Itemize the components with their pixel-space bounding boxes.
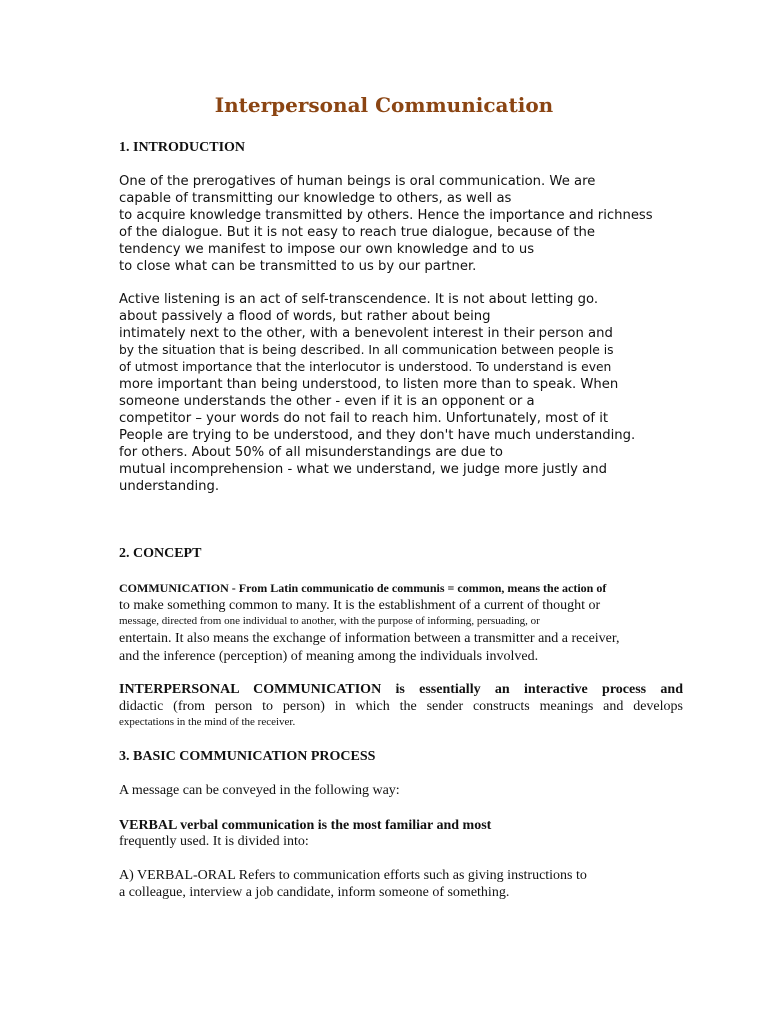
text-line: understanding. (119, 479, 220, 494)
text-line: A) VERBAL-ORAL Refers to communication efforts such as giving instructions to (119, 868, 587, 883)
text-line: of utmost importance that the interlocutor is understood. To understand is even (119, 360, 612, 374)
text-line: someone understands the other - even if it is an opponent or a (119, 394, 535, 409)
text-line: intimately next to the other, with a benevolent interest in their person and (119, 326, 613, 341)
text-line: by the situation that is being described. In all communication between people is (119, 343, 614, 357)
text-line: INTERPERSONAL COMMUNICATION is essentially an interactive process and (119, 682, 683, 697)
text-line: tendency we manifest to impose our own knowledge and to us (119, 242, 535, 257)
text-line: A message can be conveyed in the following way: (119, 783, 400, 798)
text-line: mutual incomprehension - what we understand, we judge more justly and (119, 462, 607, 477)
text-line: Active listening is an act of self-transcendence. It is not about letting go. (119, 292, 599, 307)
text-line: a colleague, interview a job candidate, inform someone of something. (119, 885, 510, 900)
text-line: more important than being understood, to listen more than to speak. When (119, 377, 619, 392)
text-line: capable of transmitting our knowledge to others, as well as (119, 191, 512, 206)
text-line: for others. About 50% of all misunderstandings are due to (119, 445, 504, 460)
text-line: expectations in the mind of the receiver. (119, 716, 296, 728)
text-line: to acquire knowledge transmitted by others. Hence the importance and richness (119, 208, 653, 223)
text-line: about passively a flood of words, but rather about being (119, 309, 491, 324)
text-line: didactic (from person to person) in which the sender constructs meanings and develops (119, 699, 683, 714)
text-line: One of the prerogatives of human beings is oral communication. We are (119, 174, 596, 189)
section-heading-introduction: 1. INTRODUCTION (119, 140, 246, 155)
text-line: competitor – your words do not fail to reach him. Unfortunately, most of it (119, 411, 609, 426)
text-line: COMMUNICATION - From Latin communicatio de communis = common, means the action of (119, 581, 607, 595)
text-line: and the inference (perception) of meaning among the individuals involved. (119, 649, 539, 664)
text-line: of the dialogue. But it is not easy to reach true dialogue, because of the (119, 225, 595, 240)
text-line: People are trying to be understood, and they don't have much understanding. (119, 428, 636, 443)
text-line: frequently used. It is divided into: (119, 834, 309, 849)
section-heading-concept: 2. CONCEPT (119, 546, 202, 561)
text-line: to make something common to many. It is the establishment of a current of thought or (119, 598, 601, 613)
text-line: message, directed from one individual to another, with the purpose of informing, persuading, or (119, 615, 540, 627)
text-line: VERBAL verbal communication is the most familiar and most (119, 818, 492, 833)
text-line: to close what can be transmitted to us by our partner. (119, 259, 477, 274)
section-heading-basic-communication-process: 3. BASIC COMMUNICATION PROCESS (119, 749, 376, 764)
text-line: entertain. It also means the exchange of information between a transmitter and a receiver, (119, 631, 620, 646)
document-title: Interpersonal Communication (214, 93, 554, 117)
